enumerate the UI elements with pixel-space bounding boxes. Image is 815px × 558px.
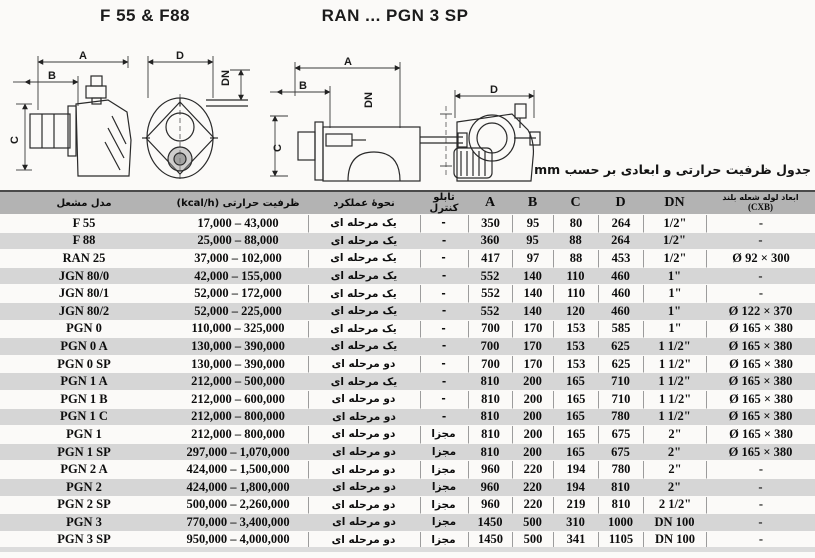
cell-operation: یک مرحله ای (308, 268, 420, 286)
cell-capacity: 130,000 – 390,000 (168, 338, 308, 356)
cell-control: - (420, 321, 468, 339)
col-header-d: D (598, 192, 643, 215)
cell-a: 1450 (468, 514, 512, 532)
cell-capacity: 42,000 – 155,000 (168, 268, 308, 286)
cell-dn: 1" (643, 285, 706, 303)
burner-side-view (298, 122, 467, 181)
dim-label-c: C (272, 144, 284, 152)
cell-model: PGN 1 C (0, 409, 168, 427)
cell-capacity: 52,000 – 225,000 (168, 303, 308, 321)
cell-model: PGN 3 SP (0, 532, 168, 550)
cell-b: 97 (512, 250, 553, 268)
burner-side-view (30, 76, 131, 176)
cell-control: مجزا (420, 444, 468, 462)
cell-cxb: Ø 122 × 370 (706, 303, 815, 321)
cell-capacity: 424,000 – 1,500,000 (168, 461, 308, 479)
cell-control: - (420, 233, 468, 251)
cell-control: - (420, 303, 468, 321)
table-row (0, 285, 815, 303)
cell-cxb: - (706, 233, 815, 251)
cell-cxb: Ø 165 × 380 (706, 321, 815, 339)
cell-capacity: 950,000 – 4,000,000 (168, 532, 308, 550)
drawings-section (0, 0, 815, 190)
cell-operation: دو مرحله ای (308, 444, 420, 462)
cell-c: 88 (553, 233, 598, 251)
cell-operation: دو مرحله ای (308, 532, 420, 550)
cell-dn: DN 100 (643, 514, 706, 532)
cell-model: PGN 1 A (0, 373, 168, 391)
cell-c: 219 (553, 497, 598, 515)
cell-d: 625 (598, 338, 643, 356)
cell-a: 360 (468, 233, 512, 251)
cell-operation: یک مرحله ای (308, 215, 420, 233)
cell-a: 700 (468, 338, 512, 356)
cell-a: 810 (468, 409, 512, 427)
table-row (0, 426, 815, 444)
cell-operation: یک مرحله ای (308, 373, 420, 391)
dim-label-d: D (176, 50, 184, 62)
cell-a: 960 (468, 479, 512, 497)
cell-a: 810 (468, 444, 512, 462)
cell-d: 780 (598, 461, 643, 479)
cell-c: 310 (553, 514, 598, 532)
cell-a: 810 (468, 391, 512, 409)
cell-capacity: 110,000 – 325,000 (168, 321, 308, 339)
cell-capacity: 212,000 – 600,000 (168, 391, 308, 409)
cell-capacity: 52,000 – 172,000 (168, 285, 308, 303)
cell-model: F 55 (0, 215, 168, 233)
spec-table (0, 190, 815, 549)
cell-operation: دو مرحله ای (308, 461, 420, 479)
cell-model: PGN 1 SP (0, 444, 168, 462)
cell-capacity: 770,000 – 3,400,000 (168, 514, 308, 532)
table-row (0, 338, 815, 356)
cell-cxb: - (706, 479, 815, 497)
cell-c: 153 (553, 338, 598, 356)
cell-b: 140 (512, 285, 553, 303)
cell-b: 170 (512, 356, 553, 374)
cell-operation: یک مرحله ای (308, 285, 420, 303)
cell-d: 1105 (598, 532, 643, 550)
cell-b: 220 (512, 479, 553, 497)
cell-model: F 88 (0, 233, 168, 251)
table-row (0, 233, 815, 251)
table-row (0, 303, 815, 321)
cell-cxb: - (706, 268, 815, 286)
cell-control: - (420, 268, 468, 286)
cell-c: 194 (553, 479, 598, 497)
cell-operation: دو مرحله ای (308, 497, 420, 515)
cell-d: 264 (598, 233, 643, 251)
cell-b: 200 (512, 391, 553, 409)
table-row (0, 461, 815, 479)
dim-label-a: A (344, 56, 352, 68)
cell-c: 341 (553, 532, 598, 550)
cell-d: 264 (598, 215, 643, 233)
cell-c: 80 (553, 215, 598, 233)
cell-a: 810 (468, 373, 512, 391)
cell-b: 170 (512, 338, 553, 356)
col-header-control: تابلو کنترل (420, 192, 468, 215)
cell-control: مجزا (420, 532, 468, 550)
cell-a: 350 (468, 215, 512, 233)
cell-a: 700 (468, 356, 512, 374)
table-units-title: جدول ظرفیت حرارتی و ابعادی بر حسب mm (534, 162, 811, 177)
table-row (0, 321, 815, 339)
cell-c: 165 (553, 373, 598, 391)
cell-operation: دو مرحله ای (308, 479, 420, 497)
cell-capacity: 37,000 – 102,000 (168, 250, 308, 268)
dim-label-c: C (9, 136, 21, 144)
col-header-a: A (468, 192, 512, 215)
table-row (0, 444, 815, 462)
cell-d: 453 (598, 250, 643, 268)
burner-front-view (142, 98, 248, 178)
cell-d: 460 (598, 285, 643, 303)
cell-cxb: Ø 165 × 380 (706, 391, 815, 409)
dim-label-d: D (490, 84, 498, 96)
cell-a: 700 (468, 321, 512, 339)
cell-c: 153 (553, 356, 598, 374)
table-row (0, 250, 815, 268)
table-row (0, 215, 815, 233)
cell-cxb: Ø 165 × 380 (706, 356, 815, 374)
cell-model: JGN 80/2 (0, 303, 168, 321)
cell-c: 165 (553, 391, 598, 409)
dim-label-b: B (48, 70, 56, 82)
ran-pgn-drawing (268, 48, 548, 188)
cell-dn: 2" (643, 461, 706, 479)
table-header-row (0, 192, 815, 215)
cell-model: PGN 2 SP (0, 497, 168, 515)
cell-cxb: Ø 92 × 300 (706, 250, 815, 268)
cell-capacity: 297,000 – 1,070,000 (168, 444, 308, 462)
cell-cxb: - (706, 285, 815, 303)
cell-dn: 2" (643, 444, 706, 462)
cell-model: PGN 2 A (0, 461, 168, 479)
cell-operation: دو مرحله ای (308, 356, 420, 374)
cell-model: PGN 0 (0, 321, 168, 339)
table-row (0, 373, 815, 391)
cell-control: مجزا (420, 497, 468, 515)
cell-model: RAN 25 (0, 250, 168, 268)
cell-b: 220 (512, 461, 553, 479)
cell-d: 710 (598, 391, 643, 409)
cell-c: 165 (553, 444, 598, 462)
cell-control: - (420, 285, 468, 303)
cell-control: - (420, 356, 468, 374)
left-drawing-title: F 55 & F88 (99, 6, 191, 25)
cell-c: 88 (553, 250, 598, 268)
dimension-lines (270, 62, 534, 176)
cell-control: - (420, 250, 468, 268)
cell-dn: 1" (643, 303, 706, 321)
cell-dn: 1 1/2" (643, 391, 706, 409)
cell-operation: یک مرحله ای (308, 303, 420, 321)
cell-d: 1000 (598, 514, 643, 532)
cell-d: 810 (598, 479, 643, 497)
cell-operation: دو مرحله ای (308, 514, 420, 532)
table-row (0, 356, 815, 374)
cell-dn: 1 1/2" (643, 338, 706, 356)
cell-c: 165 (553, 426, 598, 444)
cell-b: 220 (512, 497, 553, 515)
cell-control: مجزا (420, 426, 468, 444)
cell-b: 200 (512, 373, 553, 391)
cell-capacity: 424,000 – 1,800,000 (168, 479, 308, 497)
cell-a: 810 (468, 426, 512, 444)
f55-f88-drawing (8, 48, 268, 188)
col-header-c: C (553, 192, 598, 215)
cell-d: 675 (598, 426, 643, 444)
col-header-cxb-line1: ابعاد لوله شعله بلند (722, 192, 799, 202)
cell-d: 710 (598, 373, 643, 391)
cell-dn: 1 1/2" (643, 356, 706, 374)
cell-cxb: Ø 165 × 380 (706, 373, 815, 391)
cell-capacity: 500,000 – 2,260,000 (168, 497, 308, 515)
col-header-capacity: ظرفیت حرارتی (kcal/h) (168, 192, 308, 215)
cell-model: JGN 80/0 (0, 268, 168, 286)
cell-b: 95 (512, 233, 553, 251)
cell-b: 200 (512, 426, 553, 444)
cell-a: 552 (468, 268, 512, 286)
cell-a: 552 (468, 285, 512, 303)
cell-control: - (420, 373, 468, 391)
cell-b: 500 (512, 514, 553, 532)
cell-c: 153 (553, 321, 598, 339)
table-bottom-strip (0, 547, 815, 552)
cell-d: 585 (598, 321, 643, 339)
cell-c: 194 (553, 461, 598, 479)
spec-table-body (0, 215, 815, 549)
cell-c: 110 (553, 285, 598, 303)
cell-b: 140 (512, 268, 553, 286)
cell-dn: 2" (643, 426, 706, 444)
cell-control: - (420, 391, 468, 409)
cell-capacity: 212,000 – 800,000 (168, 409, 308, 427)
cell-dn: 1 1/2" (643, 373, 706, 391)
cell-a: 960 (468, 461, 512, 479)
cell-cxb: Ø 165 × 380 (706, 409, 815, 427)
cell-dn: 1/2" (643, 250, 706, 268)
dim-label-dn: DN (363, 92, 375, 108)
cell-d: 810 (598, 497, 643, 515)
cell-capacity: 25,000 – 88,000 (168, 233, 308, 251)
cell-cxb: - (706, 461, 815, 479)
cell-c: 110 (553, 268, 598, 286)
cell-b: 200 (512, 444, 553, 462)
col-header-cxb (706, 192, 815, 215)
cell-operation: یک مرحله ای (308, 338, 420, 356)
cell-control: مجزا (420, 479, 468, 497)
cell-cxb: Ø 165 × 380 (706, 444, 815, 462)
cell-a: 417 (468, 250, 512, 268)
cell-operation: دو مرحله ای (308, 409, 420, 427)
cell-d: 675 (598, 444, 643, 462)
dim-label-dn: DN (220, 70, 232, 86)
cell-control: - (420, 215, 468, 233)
cell-model: PGN 2 (0, 479, 168, 497)
cell-d: 460 (598, 268, 643, 286)
cell-control: مجزا (420, 461, 468, 479)
cell-d: 460 (598, 303, 643, 321)
cell-cxb: - (706, 497, 815, 515)
col-header-dn: DN (643, 192, 706, 215)
cell-capacity: 130,000 – 390,000 (168, 356, 308, 374)
cell-c: 120 (553, 303, 598, 321)
right-drawing-title: RAN ... PGN 3 SP (321, 6, 469, 25)
cell-d: 780 (598, 409, 643, 427)
col-header-operation: نحوهٔ عملکرد (308, 192, 420, 215)
table-row (0, 268, 815, 286)
cell-dn: 2 1/2" (643, 497, 706, 515)
cell-cxb: Ø 165 × 380 (706, 426, 815, 444)
dim-label-a: A (79, 50, 87, 62)
cell-model: PGN 1 B (0, 391, 168, 409)
cell-dn: 1" (643, 268, 706, 286)
cell-b: 170 (512, 321, 553, 339)
cell-dn: 2" (643, 479, 706, 497)
col-header-model: مدل مشعل (0, 192, 168, 215)
cell-operation: دو مرحله ای (308, 391, 420, 409)
cell-control: - (420, 338, 468, 356)
cell-c: 165 (553, 409, 598, 427)
cell-a: 1450 (468, 532, 512, 550)
cell-dn: 1/2" (643, 215, 706, 233)
cell-operation: دو مرحله ای (308, 426, 420, 444)
col-header-cxb-line2: (CXB) (748, 202, 773, 213)
table-row (0, 497, 815, 515)
cell-dn: 1 1/2" (643, 409, 706, 427)
cell-model: PGN 0 A (0, 338, 168, 356)
cell-capacity: 212,000 – 800,000 (168, 426, 308, 444)
table-row (0, 514, 815, 532)
cell-operation: یک مرحله ای (308, 233, 420, 251)
table-row (0, 409, 815, 427)
cell-model: JGN 80/1 (0, 285, 168, 303)
dim-label-b: B (299, 80, 307, 92)
cell-a: 960 (468, 497, 512, 515)
cell-b: 95 (512, 215, 553, 233)
table-row (0, 479, 815, 497)
cell-cxb: - (706, 514, 815, 532)
cell-dn: DN 100 (643, 532, 706, 550)
cell-dn: 1" (643, 321, 706, 339)
cell-operation: یک مرحله ای (308, 321, 420, 339)
cell-d: 625 (598, 356, 643, 374)
dimension-labels (272, 56, 498, 152)
table-row (0, 391, 815, 409)
cell-control: مجزا (420, 514, 468, 532)
cell-b: 140 (512, 303, 553, 321)
cell-a: 552 (468, 303, 512, 321)
cell-capacity: 17,000 – 43,000 (168, 215, 308, 233)
cell-cxb: - (706, 532, 815, 550)
cell-cxb: Ø 165 × 380 (706, 338, 815, 356)
cell-b: 500 (512, 532, 553, 550)
cell-model: PGN 3 (0, 514, 168, 532)
col-header-b: B (512, 192, 553, 215)
cell-capacity: 212,000 – 500,000 (168, 373, 308, 391)
cell-b: 200 (512, 409, 553, 427)
cell-dn: 1/2" (643, 233, 706, 251)
cell-model: PGN 0 SP (0, 356, 168, 374)
cell-cxb: - (706, 215, 815, 233)
cell-model: PGN 1 (0, 426, 168, 444)
cell-control: - (420, 409, 468, 427)
cell-operation: یک مرحله ای (308, 250, 420, 268)
